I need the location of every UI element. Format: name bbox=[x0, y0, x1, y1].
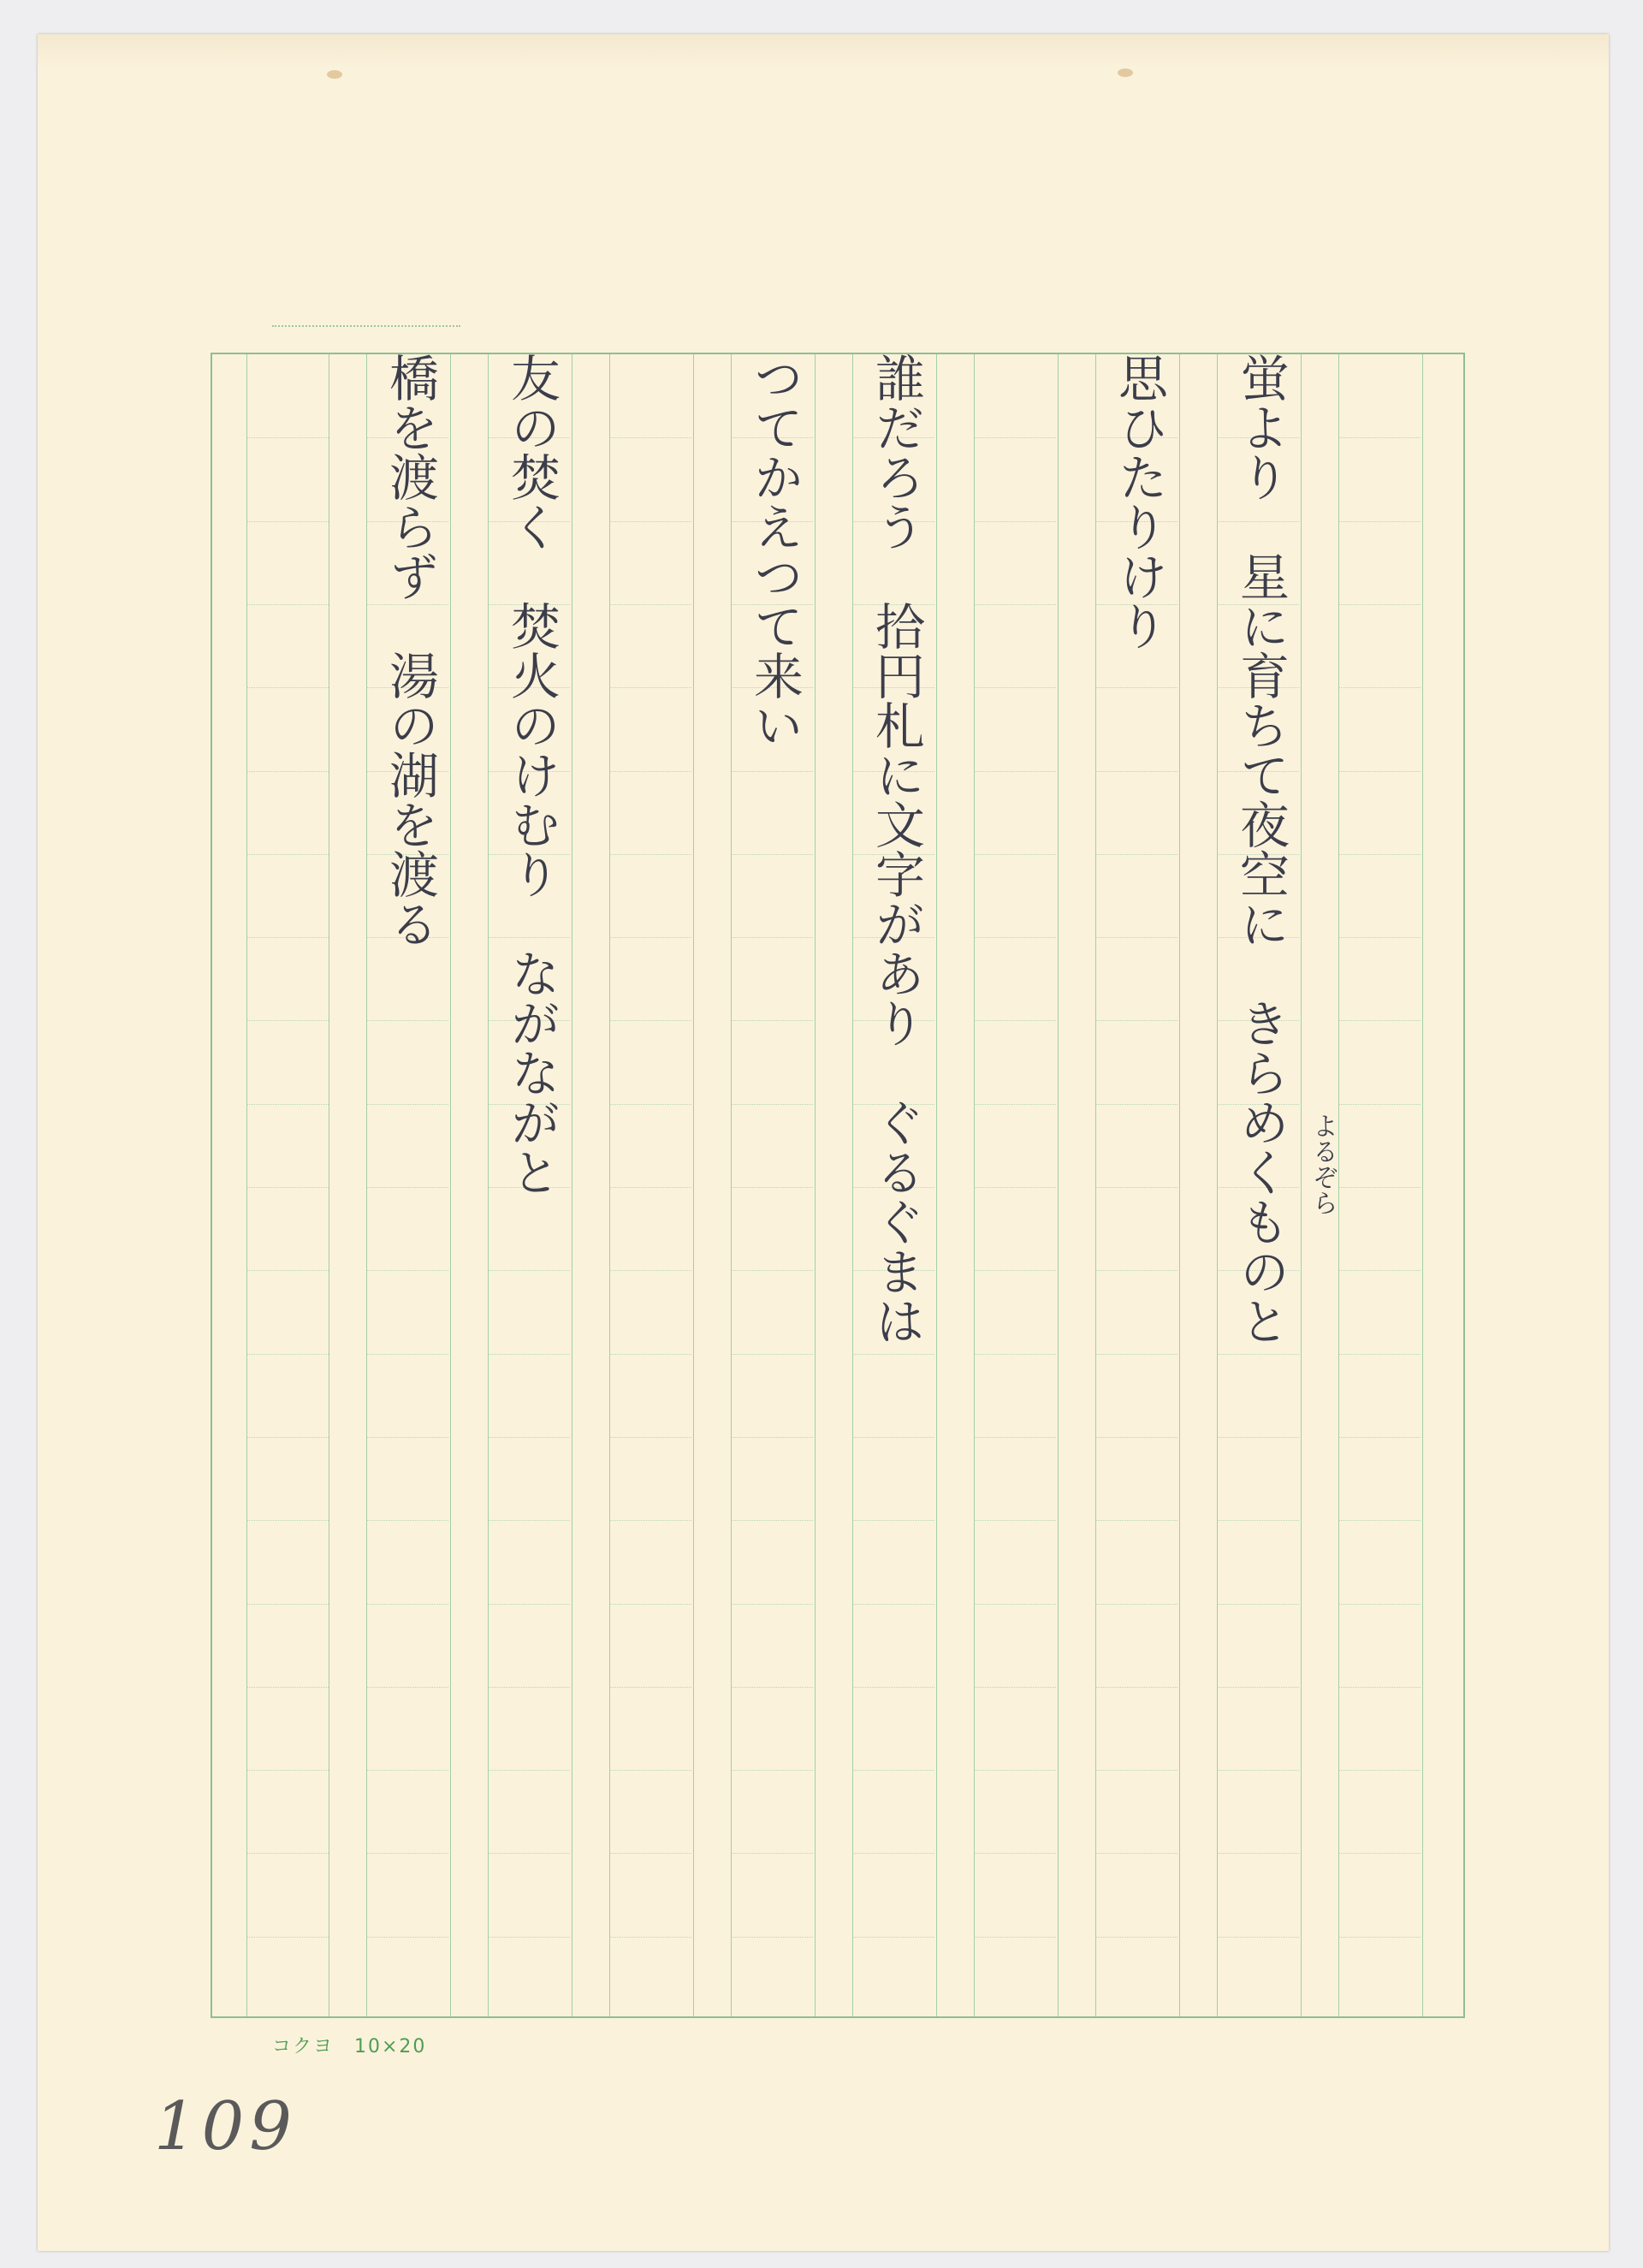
grid-cell-rule bbox=[974, 1687, 1056, 1688]
manuscript-column-5: 友の焚く 焚火のけむり ながながと bbox=[502, 353, 561, 1196]
grid-cell-rule bbox=[1095, 1270, 1177, 1271]
grid-cell-rule bbox=[366, 1687, 448, 1688]
grid-cell-rule bbox=[1338, 437, 1421, 438]
grid-cell-rule bbox=[246, 1437, 329, 1438]
grid-cell-rule bbox=[1217, 1853, 1299, 1854]
grid-cell-rule bbox=[1338, 854, 1421, 855]
grid-cell-rule bbox=[366, 1104, 448, 1105]
grid-cell-rule bbox=[1095, 854, 1177, 855]
grid-cell-rule bbox=[246, 1853, 329, 1854]
grid-cell-rule bbox=[609, 437, 691, 438]
manuscript-column-6: 橋を渡らず 湯の湖を渡る bbox=[381, 353, 439, 948]
grid-cell-rule bbox=[246, 1020, 329, 1021]
grid-cell-rule bbox=[974, 1604, 1056, 1605]
grid-cell-rule bbox=[246, 1520, 329, 1521]
grid-cell-rule bbox=[1095, 771, 1177, 772]
grid-cell-rule bbox=[609, 1354, 691, 1355]
grid-cell-rule bbox=[974, 1270, 1056, 1271]
grid-cell-rule bbox=[488, 1354, 570, 1355]
grid-cell-rule bbox=[1338, 687, 1421, 688]
grid-cell-rule bbox=[366, 1437, 448, 1438]
grid-cell-rule bbox=[852, 1770, 934, 1771]
grid-cell-rule bbox=[246, 1937, 329, 1938]
grid-cell-rule bbox=[974, 1437, 1056, 1438]
grid-cell-rule bbox=[609, 771, 691, 772]
grid-rule bbox=[1422, 354, 1423, 2016]
grid-cell-rule bbox=[1095, 1104, 1177, 1105]
grid-cell-rule bbox=[731, 1354, 813, 1355]
grid-cell-rule bbox=[852, 1937, 934, 1938]
grid-cell-rule bbox=[974, 937, 1056, 938]
grid-cell-rule bbox=[852, 1687, 934, 1688]
grid-cell-rule bbox=[852, 1354, 934, 1355]
grid-cell-rule bbox=[731, 1020, 813, 1021]
grid-cell-rule bbox=[366, 1770, 448, 1771]
grid-cell-rule bbox=[1338, 1020, 1421, 1021]
grid-cell-rule bbox=[974, 1853, 1056, 1854]
grid-cell-rule bbox=[609, 687, 691, 688]
grid-cell-rule bbox=[246, 1104, 329, 1105]
grid-cell-rule bbox=[1338, 1270, 1421, 1271]
paper-fold-shadow bbox=[38, 34, 1609, 68]
grid-cell-rule bbox=[731, 1937, 813, 1938]
grid-cell-rule bbox=[1217, 1437, 1299, 1438]
grid-cell-rule bbox=[731, 1770, 813, 1771]
grid-cell-rule bbox=[731, 1187, 813, 1188]
grid-cell-rule bbox=[246, 771, 329, 772]
grid-cell-rule bbox=[974, 604, 1056, 605]
grid-cell-rule bbox=[609, 937, 691, 938]
grid-cell-rule bbox=[1095, 1687, 1177, 1688]
grid-cell-rule bbox=[488, 1270, 570, 1271]
furigana-yorusora: よるぞら bbox=[1308, 1113, 1338, 1215]
grid-cell-rule bbox=[366, 1853, 448, 1854]
grid-cell-rule bbox=[609, 1437, 691, 1438]
grid-cell-rule bbox=[731, 1604, 813, 1605]
grid-cell-rule bbox=[974, 687, 1056, 688]
grid-cell-rule bbox=[1217, 1520, 1299, 1521]
grid-cell-rule bbox=[1217, 1604, 1299, 1605]
grid-cell-rule bbox=[1338, 1853, 1421, 1854]
grid-cell-rule bbox=[1095, 1520, 1177, 1521]
grid-cell-rule bbox=[488, 1520, 570, 1521]
grid-cell-rule bbox=[731, 1104, 813, 1105]
manuscript-column-1: 蛍より 星に育ちて夜空に きらめくものと bbox=[1231, 353, 1290, 1345]
grid-cell-rule bbox=[1338, 1354, 1421, 1355]
grid-cell-rule bbox=[609, 1770, 691, 1771]
grid-cell-rule bbox=[1338, 771, 1421, 772]
grid-cell-rule bbox=[852, 1437, 934, 1438]
grid-cell-rule bbox=[731, 1437, 813, 1438]
grid-cell-rule bbox=[609, 1604, 691, 1605]
grid-cell-rule bbox=[1338, 1520, 1421, 1521]
grid-cell-rule bbox=[974, 1770, 1056, 1771]
grid-cell-rule bbox=[974, 1520, 1056, 1521]
grid-cell-rule bbox=[1338, 521, 1421, 522]
grid-cell-rule bbox=[366, 1270, 448, 1271]
grid-cell-rule bbox=[1095, 1853, 1177, 1854]
grid-cell-rule bbox=[246, 1270, 329, 1271]
grid-cell-rule bbox=[609, 1853, 691, 1854]
grid-cell-rule bbox=[609, 1937, 691, 1938]
page-number: 109 bbox=[154, 2088, 297, 2165]
grid-cell-rule bbox=[731, 854, 813, 855]
grid-cell-rule bbox=[974, 1104, 1056, 1105]
grid-cell-rule bbox=[609, 1104, 691, 1105]
grid-cell-rule bbox=[1217, 1770, 1299, 1771]
grid-cell-rule bbox=[1095, 1354, 1177, 1355]
grid-cell-rule bbox=[974, 854, 1056, 855]
grid-cell-rule bbox=[731, 1270, 813, 1271]
grid-rule bbox=[693, 354, 694, 2016]
grid-cell-rule bbox=[246, 937, 329, 938]
manuscript-column-3: 誰だろう 拾円札に文字があり ぐるぐまは bbox=[867, 353, 925, 1345]
grid-cell-rule bbox=[1095, 1770, 1177, 1771]
grid-cell-rule bbox=[246, 854, 329, 855]
grid-cell-rule bbox=[1338, 604, 1421, 605]
grid-cell-rule bbox=[488, 1770, 570, 1771]
grid-cell-rule bbox=[366, 1354, 448, 1355]
grid-cell-rule bbox=[974, 437, 1056, 438]
grid-cell-rule bbox=[246, 604, 329, 605]
grid-cell-rule bbox=[731, 937, 813, 938]
grid-cell-rule bbox=[974, 1187, 1056, 1188]
grid-cell-rule bbox=[1095, 937, 1177, 938]
grid-cell-rule bbox=[488, 1437, 570, 1438]
grid-cell-rule bbox=[852, 1520, 934, 1521]
grid-cell-rule bbox=[246, 521, 329, 522]
grid-cell-rule bbox=[731, 1687, 813, 1688]
grid-cell-rule bbox=[1338, 937, 1421, 938]
grid-cell-rule bbox=[366, 1187, 448, 1188]
grid-cell-rule bbox=[366, 1020, 448, 1021]
grid-cell-rule bbox=[609, 1687, 691, 1688]
grid-cell-rule bbox=[246, 1604, 329, 1605]
grid-cell-rule bbox=[1338, 1437, 1421, 1438]
grid-cell-rule bbox=[974, 521, 1056, 522]
grid-cell-rule bbox=[366, 1520, 448, 1521]
grid-cell-rule bbox=[1217, 1937, 1299, 1938]
grid-cell-rule bbox=[974, 771, 1056, 772]
grid-cell-rule bbox=[609, 604, 691, 605]
paper-mark bbox=[1118, 68, 1133, 77]
grid-cell-rule bbox=[246, 1770, 329, 1771]
grid-cell-rule bbox=[246, 437, 329, 438]
grid-cell-rule bbox=[1217, 1687, 1299, 1688]
grid-cell-rule bbox=[974, 1020, 1056, 1021]
grid-cell-rule bbox=[731, 1520, 813, 1521]
grid-cell-rule bbox=[1095, 1187, 1177, 1188]
grid-cell-rule bbox=[1338, 1104, 1421, 1105]
paper-mark bbox=[327, 70, 342, 79]
grid-cell-rule bbox=[246, 1354, 329, 1355]
grid-cell-rule bbox=[731, 771, 813, 772]
grid-cell-rule bbox=[852, 1604, 934, 1605]
grid-cell-rule bbox=[731, 1853, 813, 1854]
grid-cell-rule bbox=[609, 1270, 691, 1271]
grid-cell-rule bbox=[1095, 687, 1177, 688]
grid-cell-rule bbox=[852, 1853, 934, 1854]
grid-cell-rule bbox=[1338, 1770, 1421, 1771]
grid-cell-rule bbox=[1095, 1937, 1177, 1938]
grid-cell-rule bbox=[488, 1604, 570, 1605]
grid-cell-rule bbox=[609, 1187, 691, 1188]
grid-cell-rule bbox=[1095, 1437, 1177, 1438]
grid-rule bbox=[1058, 354, 1059, 2016]
grid-cell-rule bbox=[246, 1687, 329, 1688]
grid-cell-rule bbox=[609, 854, 691, 855]
grid-cell-rule bbox=[609, 1520, 691, 1521]
grid-cell-rule bbox=[1095, 1604, 1177, 1605]
grid-cell-rule bbox=[1338, 1937, 1421, 1938]
paper-brand-label: コクヨ 10×20 bbox=[272, 2036, 427, 2057]
grid-cell-rule bbox=[1095, 1020, 1177, 1021]
grid-cell-rule bbox=[366, 1937, 448, 1938]
grid-cell-rule bbox=[1338, 1687, 1421, 1688]
grid-cell-rule bbox=[488, 1687, 570, 1688]
grid-cell-rule bbox=[974, 1354, 1056, 1355]
manuscript-column-2: 思ひたりけり bbox=[1110, 353, 1168, 650]
grid-cell-rule bbox=[609, 1020, 691, 1021]
grid-cell-rule bbox=[974, 1937, 1056, 1938]
grid-cell-rule bbox=[366, 1604, 448, 1605]
grid-cell-rule bbox=[246, 1187, 329, 1188]
grid-cell-rule bbox=[609, 521, 691, 522]
grid-cell-rule bbox=[488, 1937, 570, 1938]
grid-cell-rule bbox=[1217, 1354, 1299, 1355]
header-dotted-rule bbox=[272, 325, 460, 327]
grid-cell-rule bbox=[1338, 1604, 1421, 1605]
manuscript-column-4: つてかえつて来い bbox=[745, 353, 804, 750]
grid-cell-rule bbox=[488, 1853, 570, 1854]
grid-cell-rule bbox=[1338, 1187, 1421, 1188]
grid-cell-rule bbox=[246, 687, 329, 688]
